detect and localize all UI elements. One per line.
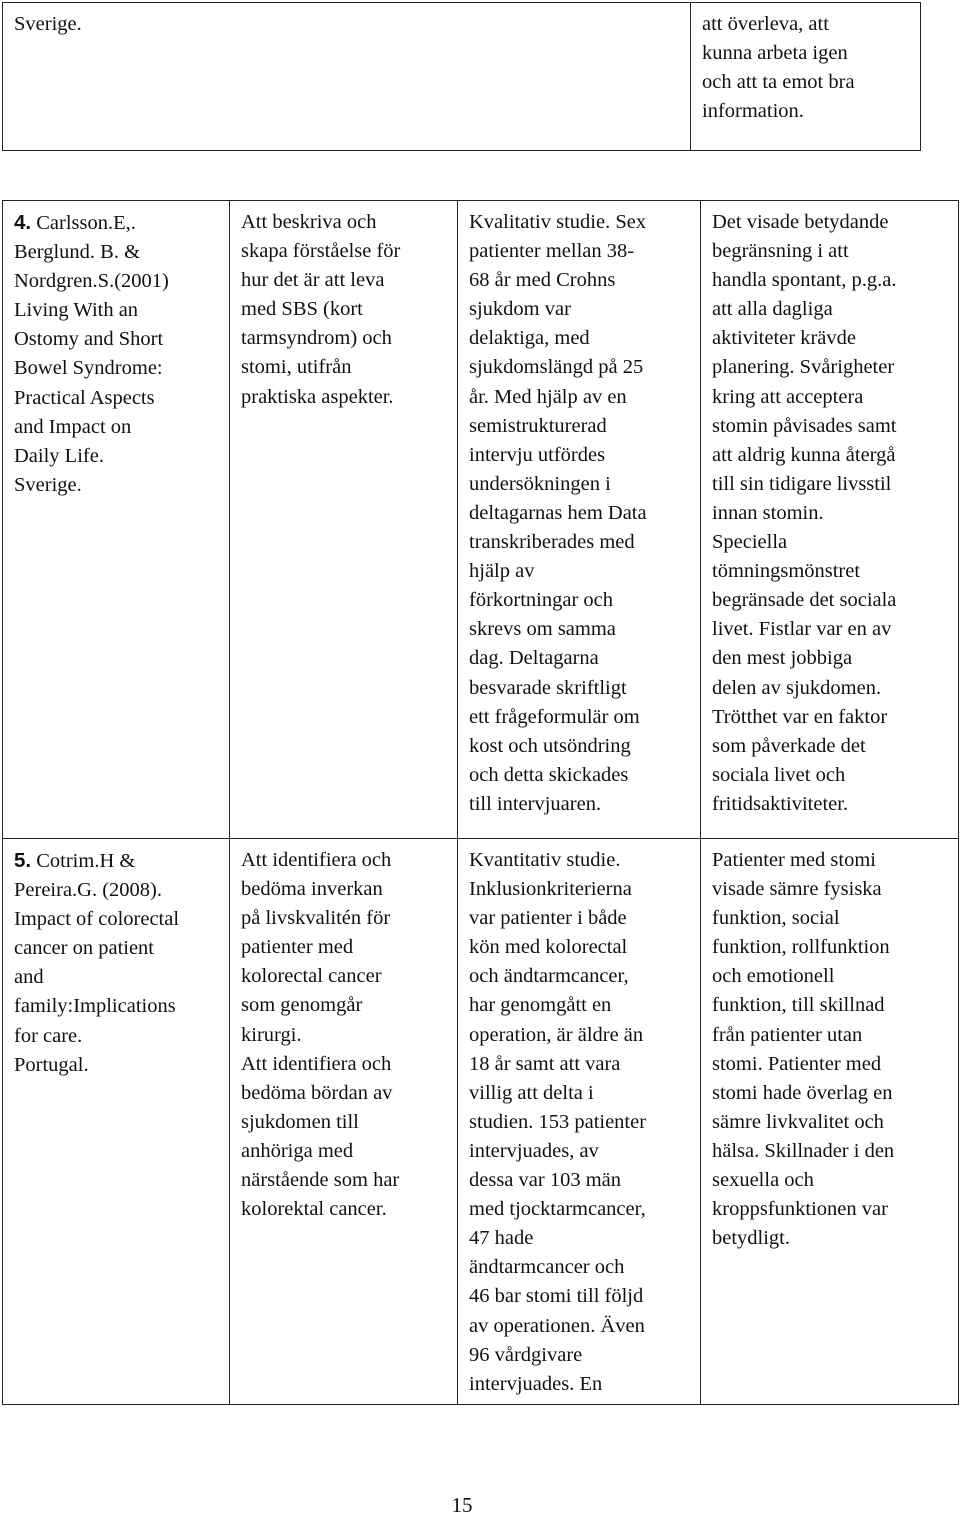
continuation-left-cell: [3, 3, 691, 151]
method-text: Kvalitativ studie. Sex patienter mellan 38- 68 år med Crohns sjukdom var delaktiga, med sjukdomslängd på 25 år. Med hjälp av en semistrukturerad intervju utfördes undersökningen i deltagarnas hem Data transkriberades med hjälp av förkortningar och skrevs om samma dag. Deltagarna besvarade skriftligt ett frågeformulär om kost och utsöndring och detta skickades till intervjuaren.: [469, 211, 647, 815]
reference-number: 4.: [14, 211, 32, 234]
aim-cell: [230, 201, 458, 839]
reference-text: Carlsson.E,. Berglund. B. & Nordgren.S.(2001) Living With an Ostomy and Short Bowel Syndrome: Practical Aspects and Impact on Daily Life. Sverige.: [14, 212, 169, 496]
method-cell: [458, 839, 701, 1405]
reference-number: 5.: [14, 849, 32, 872]
aim-cell: [230, 839, 458, 1405]
results-cell: [701, 201, 959, 839]
method-text: Kvantitativ studie. Inklusionkriterierna var patienter i både kön med kolorectal och ändtarmcancer, har genomgått en operation, är äldre än 18 år samt att vara villig att delta i studien. 153 patienter intervjuades, av dessa var 103 män med tjocktarmcancer, 47 hade ändtarmcancer och 46 bar stomi till följd av operationen. Även 96 vårdgivare intervjuades. En: [469, 849, 647, 1395]
aim-text: Att beskriva och skapa förståelse för hur det är att leva med SBS (kort tarmsyndrom) och stomi, utifrån praktiska aspekter.: [241, 211, 401, 408]
results-cell: [701, 839, 959, 1405]
page-number: 15: [451, 1493, 473, 1517]
results-text: Det visade betydande begränsning i att handla spontant, p.g.a. att alla dagliga aktiviteter krävde planering. Svårigheter kring att acceptera stomin påvisades samt att aldrig kunna återgå till sin tidigare livsstil innan stomin. Speciella tömningsmönstret begränsade det sociala livet. Fistlar var en av den mest jobbiga delen av sjukdomen. Trötthet var en faktor som påverkade det sociala livet och fritidsaktiviteter.: [712, 211, 897, 815]
continuation-left-text: Sverige.: [14, 13, 82, 35]
reference-cell: [3, 839, 230, 1405]
reference-text: Cotrim.H & Pereira.G. (2008). Impact of colorectal cancer on patient and family:Implications for care. Portugal.: [14, 850, 180, 1076]
continuation-table: [2, 2, 921, 151]
continuation-right-cell: [691, 3, 921, 151]
article-review-table: [2, 200, 959, 1405]
table-row: [3, 201, 959, 839]
aim-text: Att identifiera och bedöma inverkan på livskvalitén för patienter med kolorectal cancer som genomgår kirurgi. Att identifiera och bedöma bördan av sjukdomen till anhöriga med närstående som har kolorektal cancer.: [241, 849, 400, 1221]
reference-cell: [3, 201, 230, 839]
method-cell: [458, 201, 701, 839]
continuation-row: [3, 3, 921, 151]
results-text: Patienter med stomi visade sämre fysiska funktion, social funktion, rollfunktion och emotionell funktion, till skillnad från patienter utan stomi. Patienter med stomi hade överlag en sämre livkvalitet och hälsa. Skillnader i den sexuella och kroppsfunktionen var betydligt.: [712, 849, 895, 1250]
continuation-right-text: att överleva, att kunna arbeta igen och att ta emot bra information.: [702, 13, 855, 123]
table-row: [3, 839, 959, 1405]
